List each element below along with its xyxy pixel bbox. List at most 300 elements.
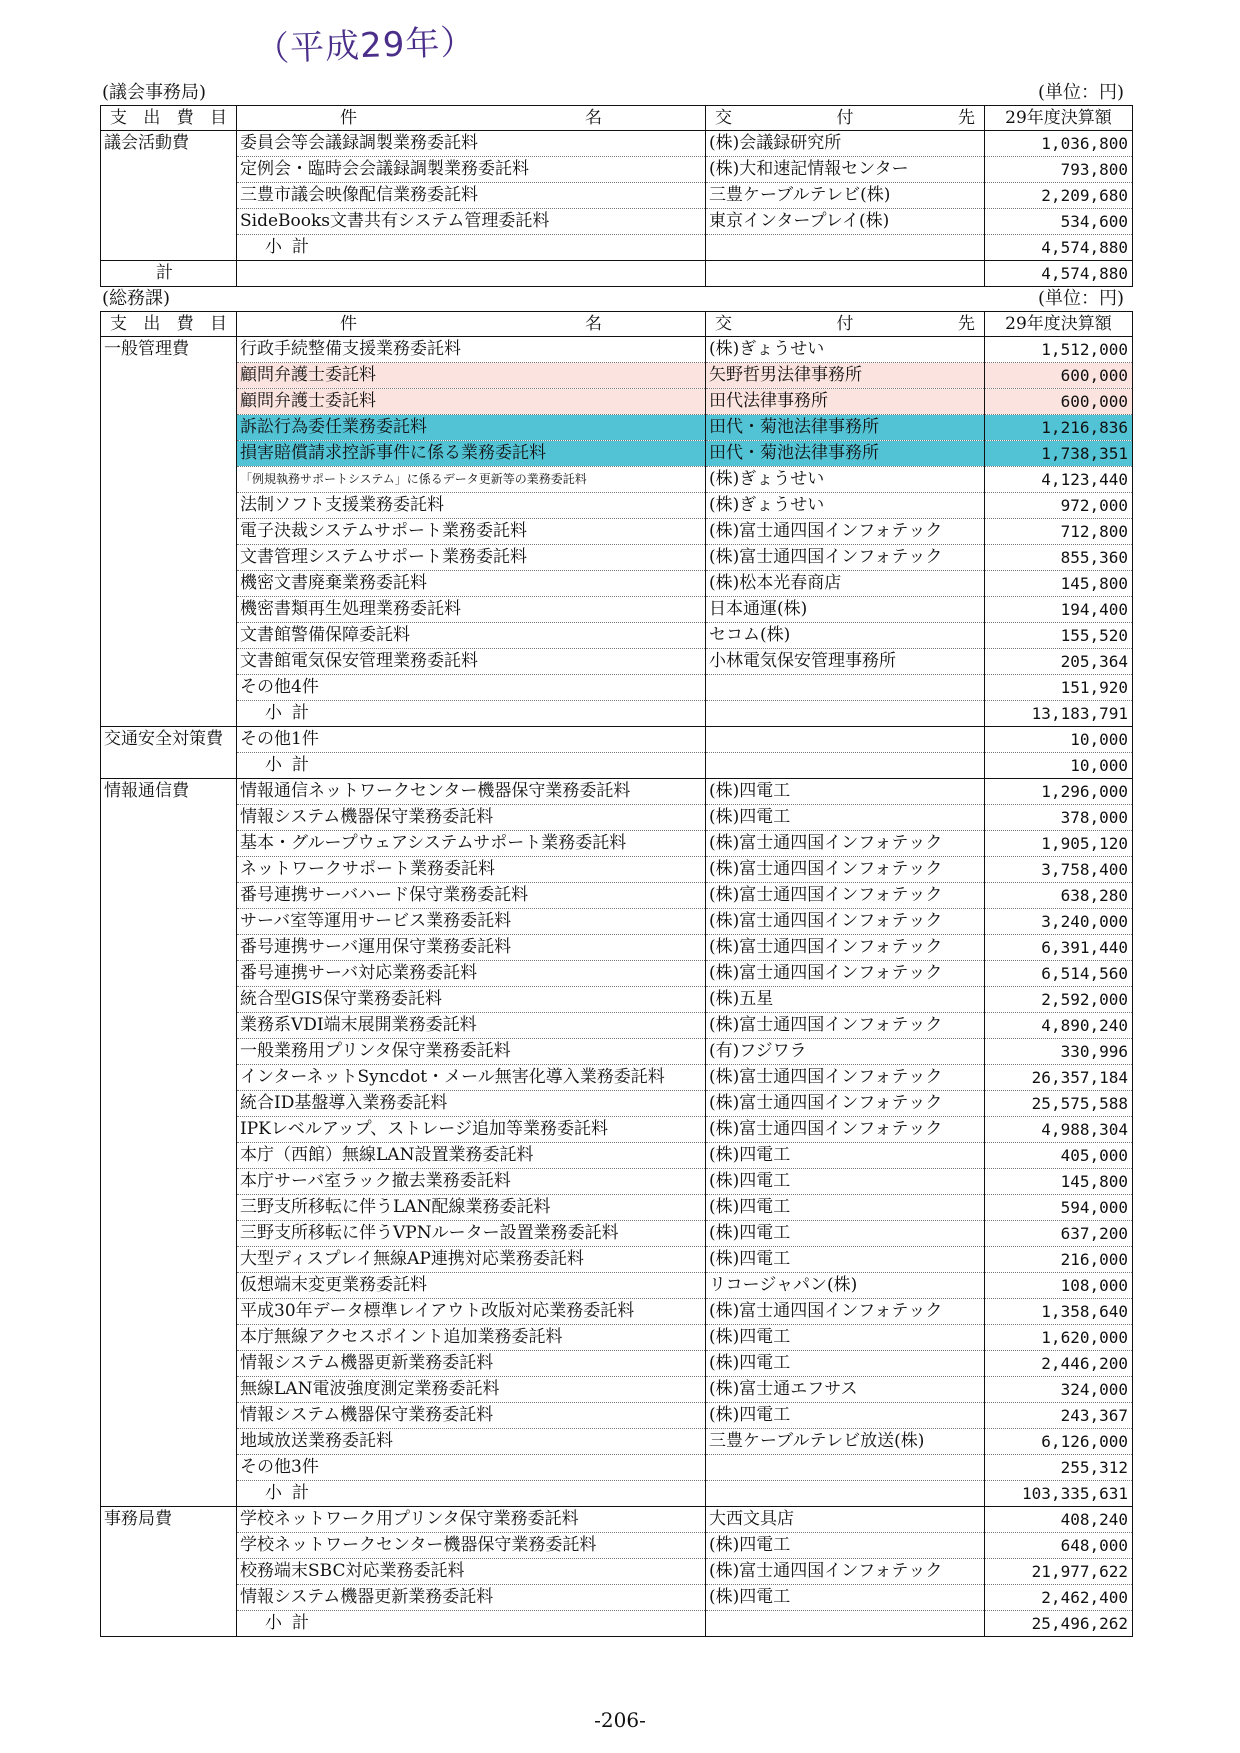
expense-category: 交通安全対策費 — [101, 727, 237, 753]
item-name: 学校ネットワーク用プリンタ保守業務委託料 — [237, 1507, 706, 1533]
payee-name — [706, 753, 985, 779]
header-char: 交 — [715, 108, 732, 128]
payee-name: (株)四電工 — [706, 1533, 985, 1559]
settlement-amount: 324,000 — [985, 1377, 1133, 1403]
settlement-amount: 2,592,000 — [985, 987, 1133, 1013]
payee-name: (株)富士通四国インフォテック — [706, 831, 985, 857]
header-text — [709, 106, 981, 130]
header-text — [240, 312, 702, 336]
settlement-amount: 4,988,304 — [985, 1117, 1133, 1143]
settlement-amount: 194,400 — [985, 597, 1133, 623]
item-name: 機密書類再生処理業務委託料 — [237, 597, 706, 623]
expense-category — [101, 1273, 237, 1299]
settlement-amount: 4,123,440 — [985, 467, 1133, 493]
settlement-amount: 637,200 — [985, 1221, 1133, 1247]
expense-category — [101, 519, 237, 545]
payee-name: (株)富士通四国インフォテック — [706, 909, 985, 935]
table-row — [101, 935, 1133, 961]
settlement-amount: 793,800 — [985, 157, 1133, 183]
item-name: 小計 — [237, 1481, 706, 1507]
item-name: ネットワークサポート業務委託料 — [237, 857, 706, 883]
payee-name: (株)四電工 — [706, 1221, 985, 1247]
item-name: 小計 — [237, 235, 706, 261]
table-row — [101, 961, 1133, 987]
table-row — [101, 1169, 1133, 1195]
table-row — [101, 597, 1133, 623]
table-row — [101, 1195, 1133, 1221]
table-row — [101, 1585, 1133, 1611]
table-row — [101, 1013, 1133, 1039]
table-row — [101, 753, 1133, 779]
column-header-amount: 29年度決算額 — [985, 106, 1133, 131]
settlement-amount: 155,520 — [985, 623, 1133, 649]
table-row — [101, 1247, 1133, 1273]
table-row — [101, 1351, 1133, 1377]
item-name: サーバ室等運用サービス業務委託料 — [237, 909, 706, 935]
page-number: -206- — [594, 1708, 646, 1732]
settlement-amount: 3,758,400 — [985, 857, 1133, 883]
payee-name: (株)富士通四国インフォテック — [706, 883, 985, 909]
table-row — [101, 1065, 1133, 1091]
settlement-amount: 1,036,800 — [985, 131, 1133, 157]
expense-category — [101, 1455, 237, 1481]
item-name: 損害賠償請求控訴事件に係る業務委託料 — [237, 441, 706, 467]
header-char: 費 — [176, 108, 194, 128]
settlement-amount: 145,800 — [985, 1169, 1133, 1195]
table-row — [101, 467, 1133, 493]
table-row — [101, 831, 1133, 857]
expense-category — [101, 1221, 237, 1247]
settlement-amount: 25,575,588 — [985, 1091, 1133, 1117]
item-name: 行政手続整備支援業務委託料 — [237, 337, 706, 363]
expense-category — [101, 1039, 237, 1065]
settlement-amount: 4,574,880 — [985, 261, 1133, 287]
expense-category — [101, 649, 237, 675]
item-name: 三豊市議会映像配信業務委託料 — [237, 183, 706, 209]
header-char: 先 — [958, 108, 975, 128]
table-row — [101, 623, 1133, 649]
table-row — [101, 1299, 1133, 1325]
settlement-table — [100, 105, 1133, 287]
table-row — [101, 545, 1133, 571]
header-text — [709, 312, 981, 336]
expense-category — [101, 571, 237, 597]
table-row — [101, 1377, 1133, 1403]
settlement-amount: 13,183,791 — [985, 701, 1133, 727]
column-header-category — [101, 106, 237, 131]
expense-category — [101, 753, 237, 779]
item-name: 地域放送業務委託料 — [237, 1429, 706, 1455]
header-char: 先 — [958, 314, 975, 334]
settlement-amount: 648,000 — [985, 1533, 1133, 1559]
payee-name: (株)富士通四国インフォテック — [706, 1117, 985, 1143]
payee-name — [706, 235, 985, 261]
settlement-amount: 3,240,000 — [985, 909, 1133, 935]
header-char: 件 — [340, 108, 357, 128]
expense-category — [101, 1117, 237, 1143]
expense-category — [101, 1533, 237, 1559]
expense-category: 議会活動費 — [101, 131, 237, 157]
item-name: 番号連携サーバハード保守業務委託料 — [237, 883, 706, 909]
settlement-amount: 594,000 — [985, 1195, 1133, 1221]
expense-category — [101, 157, 237, 183]
settlement-amount: 600,000 — [985, 389, 1133, 415]
item-name: 顧問弁護士委託料 — [237, 389, 706, 415]
item-name: 文書館警備保障委託料 — [237, 623, 706, 649]
item-name: 三野支所移転に伴うLAN配線業務委託料 — [237, 1195, 706, 1221]
expense-category — [101, 909, 237, 935]
settlement-amount: 255,312 — [985, 1455, 1133, 1481]
settlement-sheet — [100, 81, 1132, 1637]
item-name: 本庁無線アクセスポイント追加業務委託料 — [237, 1325, 706, 1351]
settlement-amount: 1,358,640 — [985, 1299, 1133, 1325]
table-row — [101, 1117, 1133, 1143]
expense-category: 情報通信費 — [101, 779, 237, 805]
item-name: 顧問弁護士委託料 — [237, 363, 706, 389]
table-row — [101, 157, 1133, 183]
section-title: (総務課) — [102, 288, 171, 309]
settlement-amount: 4,574,880 — [985, 235, 1133, 261]
settlement-amount: 26,357,184 — [985, 1065, 1133, 1091]
table-row — [101, 1429, 1133, 1455]
settlement-amount: 6,126,000 — [985, 1429, 1133, 1455]
table-row — [101, 389, 1133, 415]
column-header-amount: 29年度決算額 — [985, 312, 1133, 337]
settlement-amount: 205,364 — [985, 649, 1133, 675]
item-name: 情報システム機器保守業務委託料 — [237, 1403, 706, 1429]
payee-name: (株)富士通エフサス — [706, 1377, 985, 1403]
header-char: 目 — [209, 314, 227, 334]
settlement-amount: 712,800 — [985, 519, 1133, 545]
payee-name: 田代・菊池法律事務所 — [706, 415, 985, 441]
item-name: 文書館電気保安管理業務委託料 — [237, 649, 706, 675]
settlement-amount: 216,000 — [985, 1247, 1133, 1273]
expense-category — [101, 545, 237, 571]
item-name: その他4件 — [237, 675, 706, 701]
payee-name: (株)四電工 — [706, 1195, 985, 1221]
expense-category — [101, 1169, 237, 1195]
settlement-amount: 10,000 — [985, 727, 1133, 753]
expense-category — [101, 1247, 237, 1273]
payee-name: (株)富士通四国インフォテック — [706, 961, 985, 987]
item-name: 基本・グループウェアシステムサポート業務委託料 — [237, 831, 706, 857]
item-name: 委員会等会議録調製業務委託料 — [237, 131, 706, 157]
payee-name: (株)富士通四国インフォテック — [706, 1091, 985, 1117]
expense-category — [101, 675, 237, 701]
table-row — [101, 337, 1133, 363]
table-row — [101, 441, 1133, 467]
settlement-amount: 25,496,262 — [985, 1611, 1133, 1637]
expense-category — [101, 831, 237, 857]
payee-name: (株)四電工 — [706, 1143, 985, 1169]
settlement-amount: 6,391,440 — [985, 935, 1133, 961]
table-row — [101, 1481, 1133, 1507]
item-name: 仮想端末変更業務委託料 — [237, 1273, 706, 1299]
settlement-amount: 243,367 — [985, 1403, 1133, 1429]
header-char: 支 — [110, 314, 127, 334]
header-char: 出 — [143, 108, 161, 128]
payee-name — [706, 1611, 985, 1637]
expense-category — [101, 805, 237, 831]
payee-name: (株)大和速記情報センター — [706, 157, 985, 183]
payee-name: (株)ぎょうせい — [706, 493, 985, 519]
header-char: 件 — [340, 314, 357, 334]
expense-category — [101, 1325, 237, 1351]
item-name: 校務端末SBC対応業務委託料 — [237, 1559, 706, 1585]
payee-name: (株)ぎょうせい — [706, 337, 985, 363]
header-char: 費 — [176, 314, 194, 334]
table-row — [101, 519, 1133, 545]
settlement-amount: 10,000 — [985, 753, 1133, 779]
payee-name: セコム(株) — [706, 623, 985, 649]
settlement-amount: 638,280 — [985, 883, 1133, 909]
payee-name: 日本通運(株) — [706, 597, 985, 623]
item-name: 小計 — [237, 1611, 706, 1637]
item-name: 小計 — [237, 701, 706, 727]
table-row — [101, 805, 1133, 831]
payee-name: (株)四電工 — [706, 1585, 985, 1611]
table-row — [101, 701, 1133, 727]
settlement-amount: 1,738,351 — [985, 441, 1133, 467]
expense-category — [101, 961, 237, 987]
expense-category — [101, 623, 237, 649]
expense-category — [101, 701, 237, 727]
item-name: 電子決裁システムサポート業務委託料 — [237, 519, 706, 545]
expense-category — [101, 415, 237, 441]
expense-category — [101, 1585, 237, 1611]
table-row — [101, 1325, 1133, 1351]
expense-category: 計 — [101, 261, 237, 287]
settlement-amount: 1,296,000 — [985, 779, 1133, 805]
settlement-amount: 408,240 — [985, 1507, 1133, 1533]
settlement-amount: 103,335,631 — [985, 1481, 1133, 1507]
table-row — [101, 1143, 1133, 1169]
payee-name: (有)フジワラ — [706, 1039, 985, 1065]
payee-name: 大西文具店 — [706, 1507, 985, 1533]
settlement-amount: 4,890,240 — [985, 1013, 1133, 1039]
item-name: 情報システム機器更新業務委託料 — [237, 1585, 706, 1611]
expense-category — [101, 235, 237, 261]
expense-category — [101, 1143, 237, 1169]
table-row — [101, 493, 1133, 519]
payee-name: (株)富士通四国インフォテック — [706, 935, 985, 961]
item-name: 小計 — [237, 753, 706, 779]
payee-name — [706, 727, 985, 753]
expense-category — [101, 389, 237, 415]
payee-name: リコージャパン(株) — [706, 1273, 985, 1299]
table-row — [101, 1611, 1133, 1637]
payee-name: (株)富士通四国インフォテック — [706, 1559, 985, 1585]
settlement-amount: 108,000 — [985, 1273, 1133, 1299]
payee-name: (株)四電工 — [706, 1169, 985, 1195]
settlement-amount: 1,620,000 — [985, 1325, 1133, 1351]
table-row — [101, 1091, 1133, 1117]
item-name: 統合ID基盤導入業務委託料 — [237, 1091, 706, 1117]
payee-name: (株)富士通四国インフォテック — [706, 857, 985, 883]
header-row — [101, 312, 1133, 337]
expense-category — [101, 1377, 237, 1403]
payee-name: 田代法律事務所 — [706, 389, 985, 415]
table-row — [101, 987, 1133, 1013]
table-row — [101, 1039, 1133, 1065]
table-row — [101, 415, 1133, 441]
expense-category — [101, 1013, 237, 1039]
expense-category: 事務局費 — [101, 1507, 237, 1533]
column-header-payee — [706, 312, 985, 337]
table-row — [101, 1221, 1133, 1247]
expense-category — [101, 1091, 237, 1117]
payee-name: (株)富士通四国インフォテック — [706, 519, 985, 545]
expense-category — [101, 493, 237, 519]
column-header-item — [237, 106, 706, 131]
header-char: 名 — [585, 314, 602, 334]
expense-category — [101, 1429, 237, 1455]
item-name: 文書管理システムサポート業務委託料 — [237, 545, 706, 571]
table-row — [101, 857, 1133, 883]
table-row — [101, 209, 1133, 235]
payee-name: 矢野哲男法律事務所 — [706, 363, 985, 389]
expense-category — [101, 597, 237, 623]
item-name: 機密文書廃棄業務委託料 — [237, 571, 706, 597]
payee-name: (株)四電工 — [706, 1325, 985, 1351]
settlement-amount: 1,216,836 — [985, 415, 1133, 441]
payee-name: (株)四電工 — [706, 1351, 985, 1377]
item-name: 情報通信ネットワークセンター機器保守業務委託料 — [237, 779, 706, 805]
table-row — [101, 649, 1133, 675]
payee-name: (株)富士通四国インフォテック — [706, 1013, 985, 1039]
payee-name — [706, 675, 985, 701]
section-header — [100, 287, 1132, 311]
payee-name: (株)五星 — [706, 987, 985, 1013]
header-char: 目 — [209, 108, 227, 128]
payee-name: 三豊ケーブルテレビ(株) — [706, 183, 985, 209]
expense-category — [101, 441, 237, 467]
payee-name: (株)松本光春商店 — [706, 571, 985, 597]
table-row — [101, 1455, 1133, 1481]
table-row — [101, 727, 1133, 753]
column-header-category — [101, 312, 237, 337]
settlement-amount: 855,360 — [985, 545, 1133, 571]
payee-name: 小林電気保安管理事務所 — [706, 649, 985, 675]
expense-category — [101, 1481, 237, 1507]
expense-category — [101, 1611, 237, 1637]
payee-name: (株)ぎょうせい — [706, 467, 985, 493]
header-row — [101, 106, 1133, 131]
item-name: 業務系VDI端末展開業務委託料 — [237, 1013, 706, 1039]
payee-name: (株)会議録研究所 — [706, 131, 985, 157]
table-row — [101, 1533, 1133, 1559]
handwritten-annotation: （平成29年） — [254, 22, 477, 70]
item-name: 統合型GIS保守業務委託料 — [237, 987, 706, 1013]
table-row — [101, 571, 1133, 597]
settlement-amount: 145,800 — [985, 571, 1133, 597]
expense-category — [101, 883, 237, 909]
expense-category — [101, 1559, 237, 1585]
settlement-amount: 2,446,200 — [985, 1351, 1133, 1377]
header-char: 支 — [110, 108, 127, 128]
payee-name: (株)四電工 — [706, 779, 985, 805]
expense-category — [101, 1195, 237, 1221]
unit-label: (単位：円) — [1037, 82, 1124, 103]
payee-name: (株)富士通四国インフォテック — [706, 1299, 985, 1325]
item-name: SideBooks文書共有システム管理委託料 — [237, 209, 706, 235]
payee-name: 三豊ケーブルテレビ放送(株) — [706, 1429, 985, 1455]
item-name — [237, 261, 706, 287]
settlement-amount: 378,000 — [985, 805, 1133, 831]
item-name: 訴訟行為委任業務委託料 — [237, 415, 706, 441]
item-name: 平成30年データ標準レイアウト改版対応業務委託料 — [237, 1299, 706, 1325]
settlement-amount: 600,000 — [985, 363, 1133, 389]
header-char: 名 — [585, 108, 602, 128]
item-name: その他1件 — [237, 727, 706, 753]
settlement-amount: 330,996 — [985, 1039, 1133, 1065]
section-header — [100, 81, 1132, 105]
item-name: 法制ソフト支援業務委託料 — [237, 493, 706, 519]
table-row — [101, 1403, 1133, 1429]
settlement-amount: 405,000 — [985, 1143, 1133, 1169]
table-row — [101, 675, 1133, 701]
table-row — [101, 779, 1133, 805]
payee-name: (株)四電工 — [706, 805, 985, 831]
item-name: 番号連携サーバ対応業務委託料 — [237, 961, 706, 987]
settlement-amount: 21,977,622 — [985, 1559, 1133, 1585]
payee-name: (株)富士通四国インフォテック — [706, 1065, 985, 1091]
item-name: 大型ディスプレイ無線AP連携対応業務委託料 — [237, 1247, 706, 1273]
table-row — [101, 883, 1133, 909]
table-row — [101, 131, 1133, 157]
expense-category — [101, 209, 237, 235]
header-text — [104, 312, 233, 336]
expense-category — [101, 1351, 237, 1377]
table-row — [101, 1507, 1133, 1533]
settlement-amount: 1,905,120 — [985, 831, 1133, 857]
expense-category — [101, 467, 237, 493]
payee-name — [706, 701, 985, 727]
settlement-amount: 151,920 — [985, 675, 1133, 701]
table-row — [101, 363, 1133, 389]
payee-name: (株)富士通四国インフォテック — [706, 545, 985, 571]
settlement-table — [100, 311, 1133, 1637]
table-row — [101, 235, 1133, 261]
payee-name — [706, 1481, 985, 1507]
header-char: 交 — [715, 314, 732, 334]
table-row — [101, 261, 1133, 287]
settlement-amount: 2,209,680 — [985, 183, 1133, 209]
expense-category: 一般管理費 — [101, 337, 237, 363]
item-name: 情報システム機器保守業務委託料 — [237, 805, 706, 831]
item-name: IPKレベルアップ、ストレージ追加等業務委託料 — [237, 1117, 706, 1143]
settlement-amount: 2,462,400 — [985, 1585, 1133, 1611]
header-text — [240, 106, 702, 130]
item-name: インターネットSyncdot・メール無害化導入業務委託料 — [237, 1065, 706, 1091]
expense-category — [101, 1065, 237, 1091]
item-name: 情報システム機器更新業務委託料 — [237, 1351, 706, 1377]
header-char: 出 — [143, 314, 161, 334]
item-name: 本庁サーバ室ラック撤去業務委託料 — [237, 1169, 706, 1195]
settlement-amount: 1,512,000 — [985, 337, 1133, 363]
column-header-payee — [706, 106, 985, 131]
expense-category — [101, 935, 237, 961]
item-name: 本庁（西館）無線LAN設置業務委託料 — [237, 1143, 706, 1169]
expense-category — [101, 1299, 237, 1325]
header-text — [104, 106, 233, 130]
section-title: (議会事務局) — [102, 82, 207, 103]
settlement-amount: 6,514,560 — [985, 961, 1133, 987]
item-name: 番号連携サーバ運用保守業務委託料 — [237, 935, 706, 961]
header-char: 付 — [836, 108, 854, 128]
payee-name: 東京インタープレイ(株) — [706, 209, 985, 235]
unit-label: (単位：円) — [1037, 288, 1124, 309]
